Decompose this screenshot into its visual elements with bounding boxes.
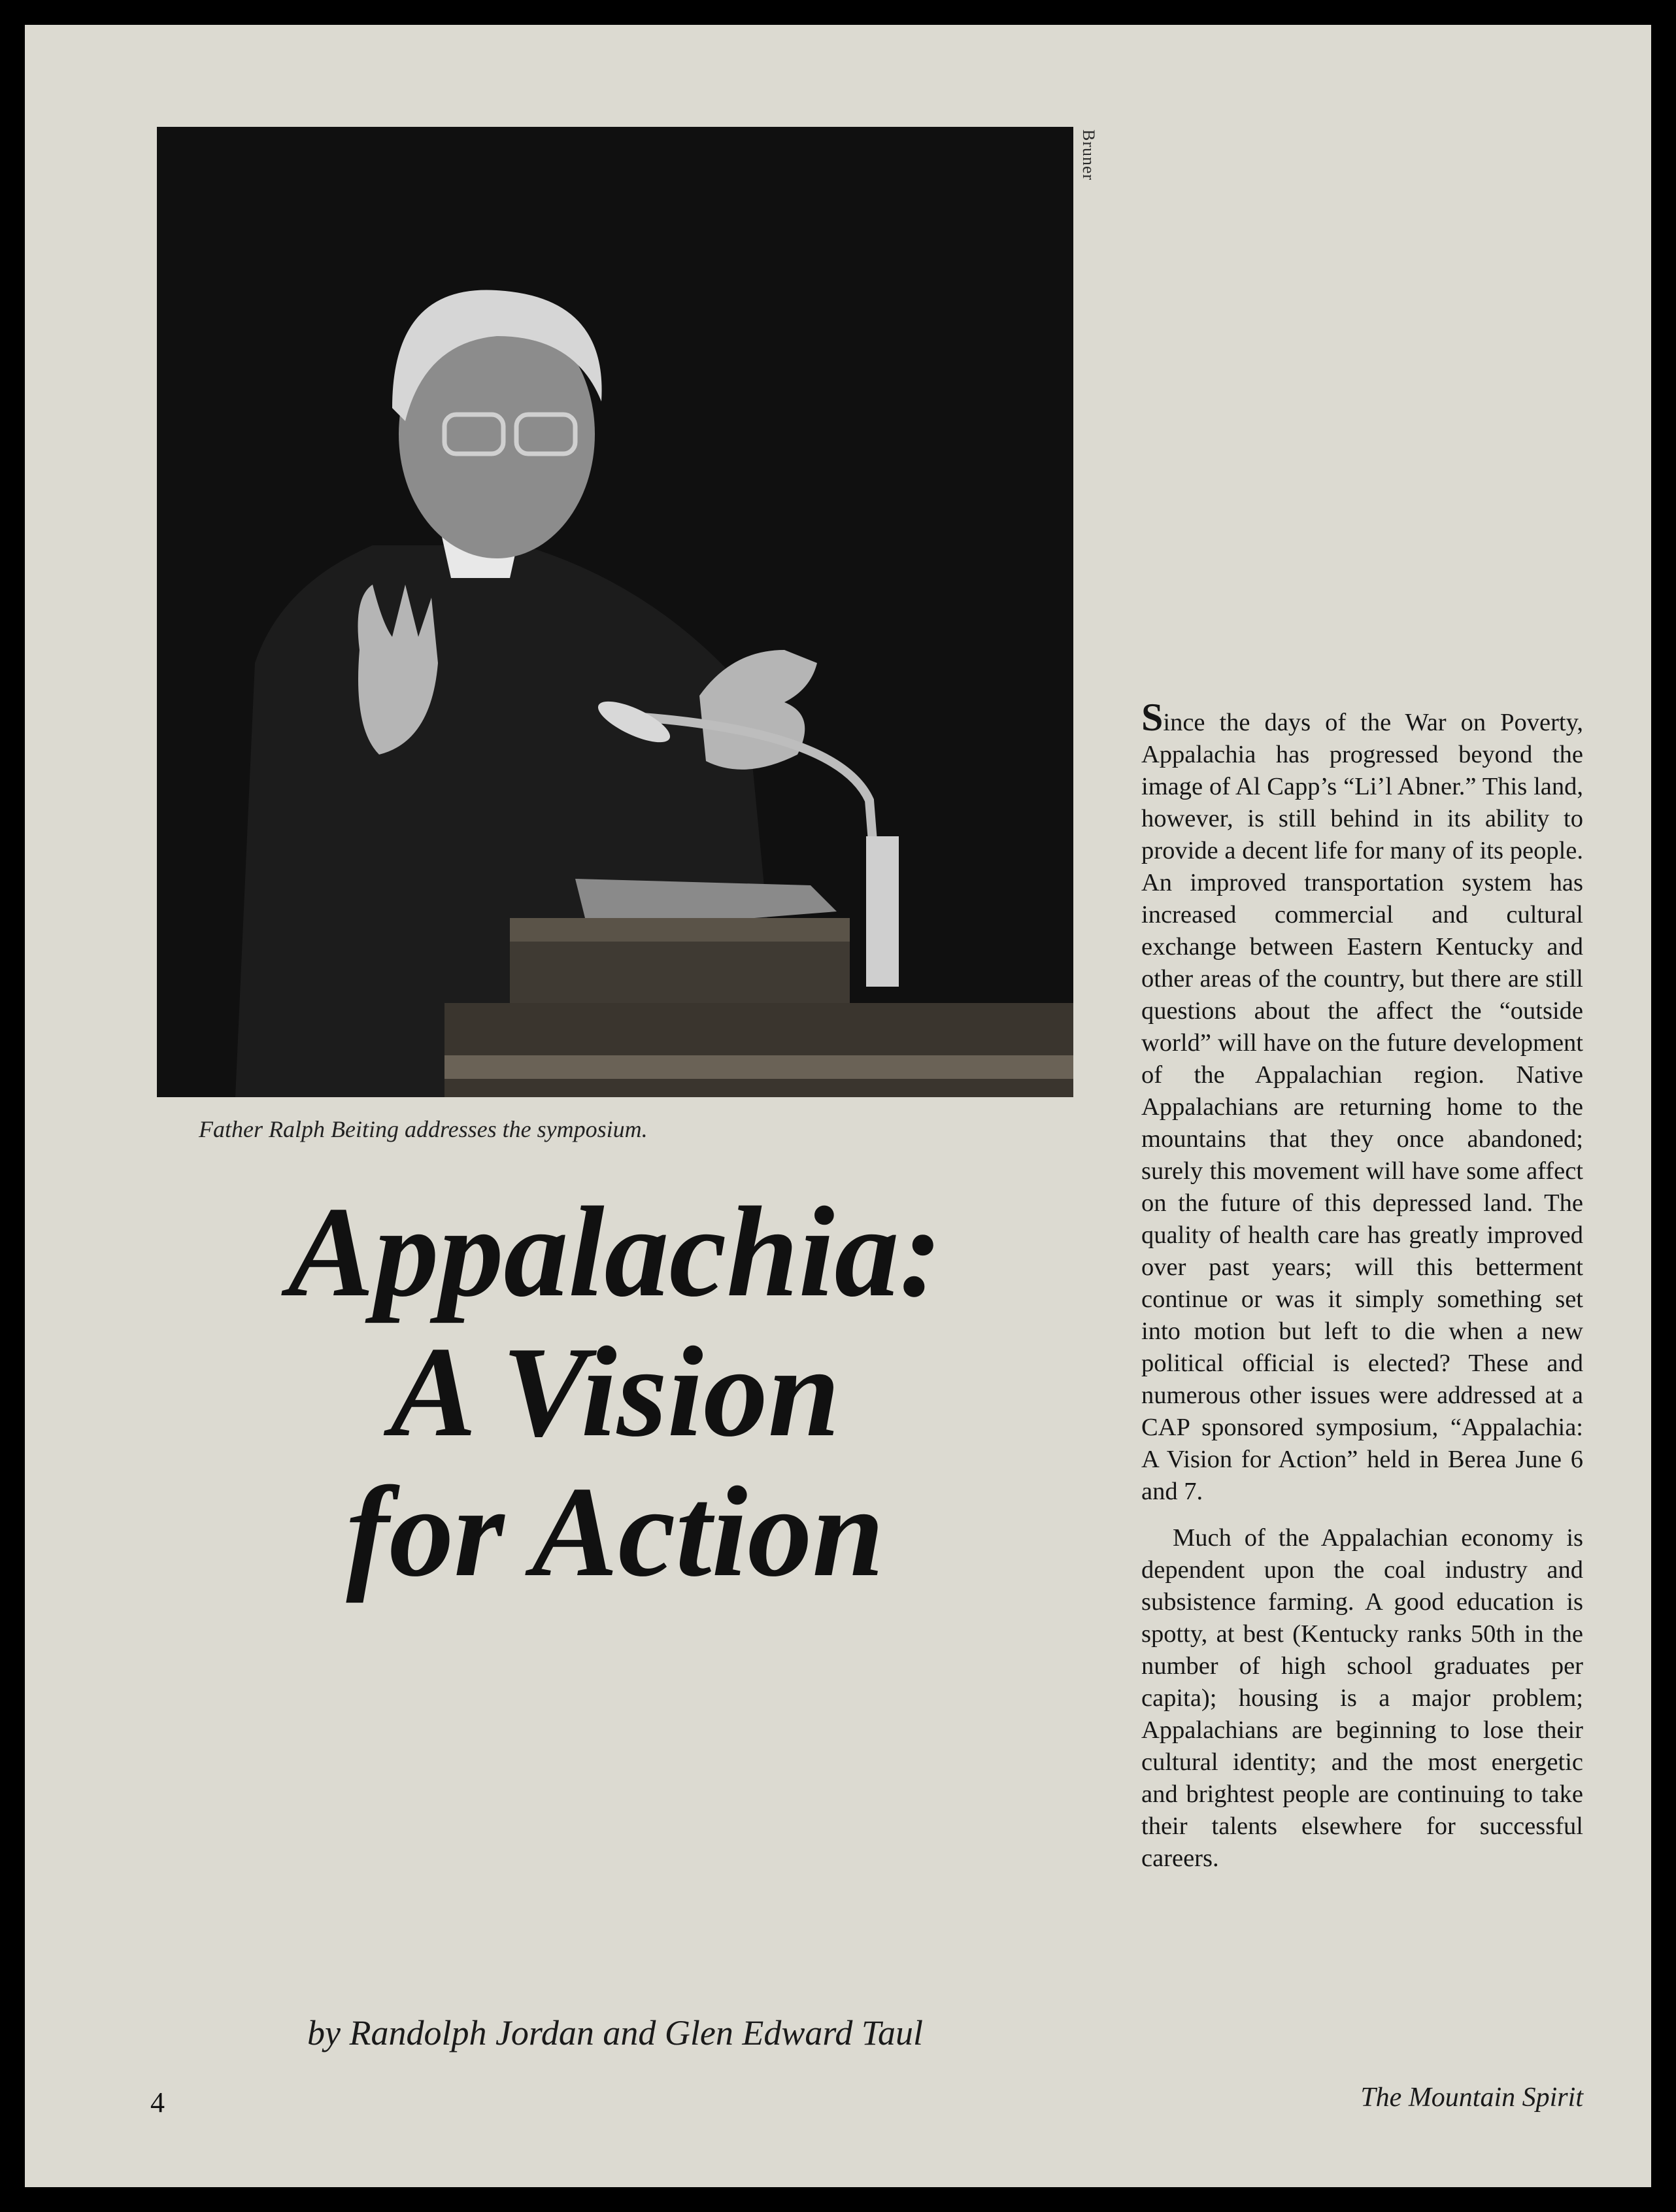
photo-caption: Father Ralph Beiting addresses the symposium. bbox=[199, 1116, 648, 1142]
drop-cap: S bbox=[1141, 696, 1164, 739]
paragraph-1 bbox=[1141, 696, 1583, 1508]
paragraph-1-text: ince the days of the War on Poverty, Appalachia has progressed beyond the image of Al Capp’s “Li’l Abner.” This land, however, is still behind in its ability to provide a decent life for many of its people. An improved transportation system has increased commercial and cultural exchange between Eastern Kentucky and other areas of the country, but there are still questions about the affect the “outside world” will have on the future development of the Appalachian region. Native Appalachians are returning home to the mountains that they once abandoned; surely this movement will have some affect on the future of this depressed land. The quality of health care has greatly improved over past years; will this betterment continue or was it simply something set into motion but left to die when a new political official is elected? These and numerous other issues were addressed at a CAP sponsored symposium, “Appalachia: A Vision for Action” held in Berea June 6 and 7. bbox=[1141, 709, 1583, 1505]
article-title bbox=[157, 1182, 1073, 1602]
magazine-page bbox=[25, 25, 1651, 2187]
publication-name: The Mountain Spirit bbox=[1360, 2083, 1583, 2113]
article-body bbox=[1141, 696, 1583, 1889]
title-line-2: A Vision bbox=[390, 1320, 840, 1463]
title-line-1: Appalachia: bbox=[288, 1180, 943, 1323]
speaker-photo bbox=[157, 127, 1073, 1097]
photo-credit: Bruner bbox=[1079, 129, 1098, 181]
speaker-illustration bbox=[157, 127, 1073, 1097]
page-number: 4 bbox=[150, 2086, 165, 2118]
title-line-3: for Action bbox=[346, 1460, 884, 1603]
paragraph-2: Much of the Appalachian economy is dependent upon the coal industry and subsistence farming. A good education is spotty, at best (Kentucky ranks 50th in the number of high school graduates per capita); housing is a major problem; Appalachians are beginning to lose their cultural identity; and the most energetic and brightest people are continuing to take their talents elsewhere for successful careers. bbox=[1141, 1524, 1583, 1872]
byline: by Randolph Jordan and Glen Edward Taul bbox=[307, 2013, 923, 2052]
